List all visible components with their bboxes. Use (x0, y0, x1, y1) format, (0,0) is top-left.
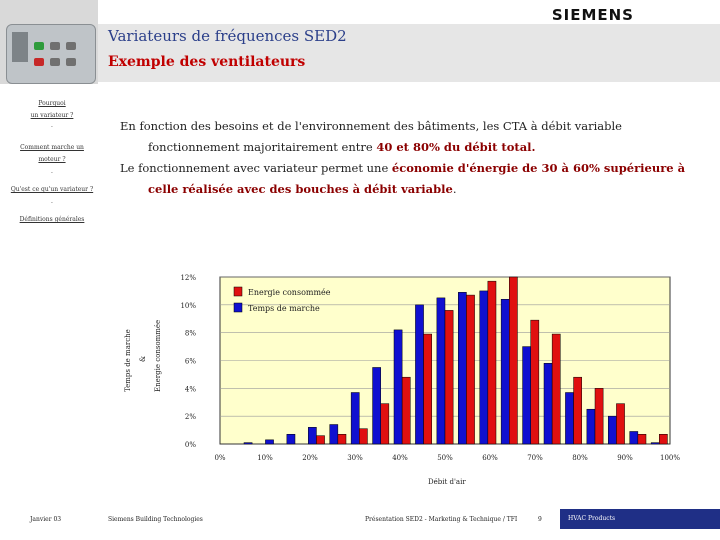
body-line3-bold: économie d'énergie de 30 à 60% supérieure à celle réalisée avec des bouches à débit variable (148, 161, 686, 196)
bar-energie-consommee (595, 388, 603, 444)
footer-company: Siemens Building Technologies (108, 516, 203, 523)
bar-energie-consommee (424, 334, 432, 444)
bar-energie-consommee (338, 434, 346, 444)
chart-x-ticks (214, 454, 680, 462)
bar-energie-consommee (359, 429, 367, 444)
bar-temps-de-marche (308, 427, 316, 444)
footer-presentation: Présentation SED2 - Marketing & Technique / TFI (365, 516, 518, 523)
bar-temps-de-marche (501, 299, 509, 444)
footer-date: Janvier 03 (30, 516, 62, 523)
nav-separator: . (51, 122, 53, 129)
bar-energie-consommee (659, 434, 667, 444)
legend-swatch-time (234, 303, 242, 312)
chart-x-tick-label: 70% (527, 454, 543, 462)
bar-temps-de-marche (565, 393, 573, 444)
chart-x-tick-label: 40% (392, 454, 408, 462)
chart-x-axis-label: Débit d'air (428, 478, 466, 486)
chart-y-axis-label-1: Temps de marche (124, 329, 132, 392)
nav-separator: . (51, 198, 53, 205)
chart-y-tick-label: 0% (184, 441, 196, 449)
body-line2-bold: 40 et 80% du débit total. (376, 140, 536, 154)
bar-temps-de-marche (373, 367, 381, 444)
bar-temps-de-marche (265, 440, 273, 444)
chart-x-tick-label: 20% (302, 454, 318, 462)
chart-y-axis-label-2: & (139, 355, 147, 362)
bar-temps-de-marche (330, 425, 338, 444)
bar-temps-de-marche (587, 409, 595, 444)
chart-x-tick-label: 10% (257, 454, 273, 462)
bar-temps-de-marche (287, 434, 295, 444)
bar-temps-de-marche (544, 363, 552, 444)
chart-y-axis-label-3: Energie consommée (154, 319, 162, 392)
body-line3-end: . (452, 182, 457, 196)
bar-temps-de-marche (415, 305, 423, 444)
bar-energie-consommee (381, 404, 389, 444)
chart-x-tick-label: 60% (482, 454, 498, 462)
chart-y-tick-label: 10% (180, 301, 196, 310)
page-title: Variateurs de fréquences SED2 (108, 27, 347, 45)
siemens-logo: SIEMENS (551, 6, 634, 24)
bar-energie-consommee (488, 281, 496, 444)
bar-energie-consommee (531, 320, 539, 444)
chart-x-tick-label: 0% (214, 454, 226, 462)
legend-label-time: Temps de marche (248, 304, 320, 313)
chart-y-tick-label: 2% (184, 413, 196, 422)
bar-temps-de-marche (458, 292, 466, 444)
legend-swatch-energy (234, 287, 242, 296)
bar-temps-de-marche (651, 443, 659, 444)
bar-temps-de-marche (351, 393, 359, 444)
bar-energie-consommee (552, 334, 560, 444)
footer-page-number: 9 (538, 516, 542, 523)
bar-temps-de-marche (608, 416, 616, 444)
nav-separator: . (51, 168, 53, 175)
bar-energie-consommee (445, 310, 453, 444)
bar-energie-consommee (509, 277, 517, 444)
bar-energie-consommee (638, 434, 646, 444)
nav-link-variateur[interactable]: Qu'est ce qu'un variateur ? (10, 186, 94, 193)
bar-temps-de-marche (480, 291, 488, 444)
chart-x-tick-label: 50% (437, 454, 453, 462)
chart-y-ticks (180, 274, 196, 449)
chart-x-tick-label: 80% (572, 454, 588, 462)
bar-energie-consommee (574, 377, 582, 444)
bar-energie-consommee (466, 295, 474, 444)
chart-x-tick-label: 100% (659, 454, 681, 462)
legend-label-energy: Energie consommée (248, 288, 331, 297)
nav-link-pourquoi[interactable]: Pourquoi (38, 100, 66, 107)
body-line2: majoritairement entre (243, 140, 377, 154)
footer-product-badge: HVAC Products (560, 509, 720, 529)
chart-x-tick-label: 30% (347, 454, 363, 462)
bar-temps-de-marche (437, 298, 445, 444)
body-line1: En fonction des besoins et de l'environnement des bâtiments, les CTA à débit variable fonctionnement (120, 119, 622, 154)
bar-temps-de-marche (630, 431, 638, 444)
bar-energie-consommee (616, 404, 624, 444)
chart-y-tick-label: 8% (184, 329, 196, 338)
nav-link-comment[interactable]: Comment marche un (20, 144, 84, 151)
chart-y-tick-label: 12% (180, 274, 196, 282)
nav-link-comment-2[interactable]: moteur ? (38, 156, 66, 163)
chart-y-tick-label: 6% (184, 357, 196, 366)
body-line3: Le fonctionnement avec variateur permet une (120, 161, 392, 175)
chart-x-tick-label: 90% (617, 454, 633, 462)
page-subtitle: Exemple des ventilateurs (108, 54, 306, 70)
chart-y-tick-label: 4% (184, 385, 196, 394)
nav-link-definitions[interactable]: Définitions générales (19, 216, 85, 223)
bar-energie-consommee (402, 377, 410, 444)
bar-temps-de-marche (244, 443, 252, 444)
bar-energie-consommee (316, 436, 324, 444)
bar-temps-de-marche (394, 330, 402, 444)
bar-temps-de-marche (523, 347, 531, 444)
nav-link-pourquoi-2[interactable]: un variateur ? (30, 112, 74, 119)
